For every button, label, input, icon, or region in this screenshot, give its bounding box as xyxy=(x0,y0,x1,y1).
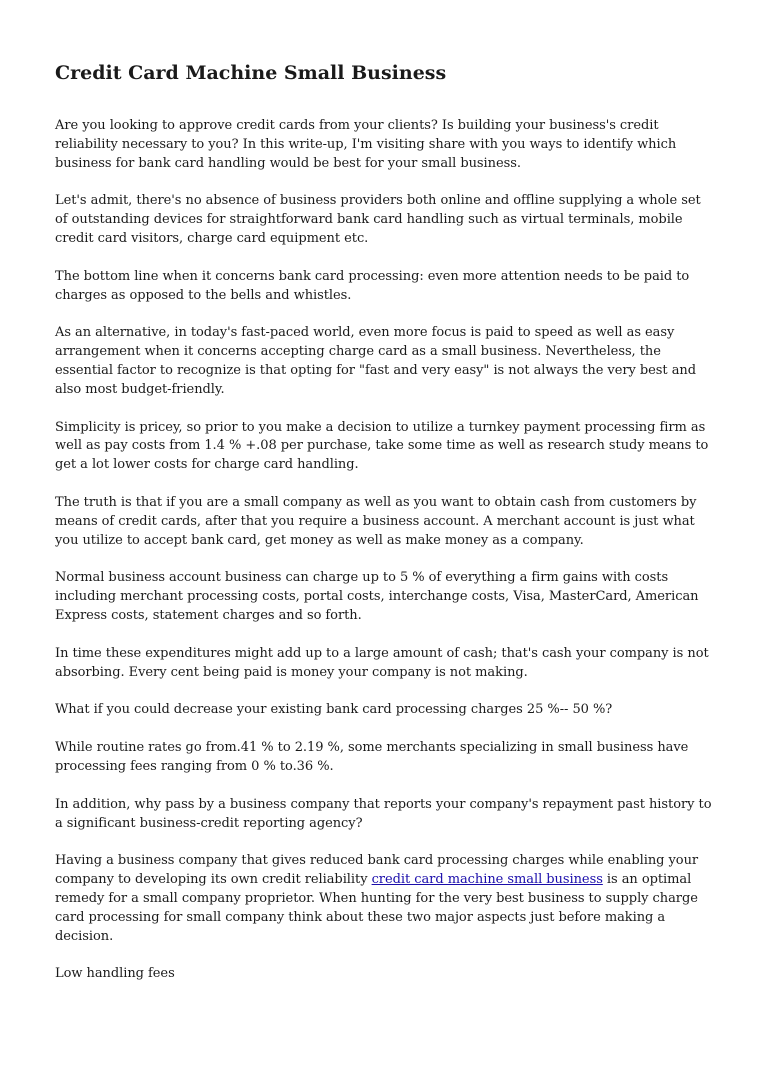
paragraph: The truth is that if you are a small company as well as you want to obtain cash from customers by means of credit cards, after that you require a business account. A merchant account is just what you utilize to accept bank card, get money as well as make money as a company. xyxy=(55,494,697,548)
paragraph-text-after-link: is an optimal remedy for a small company proprietor. When hunting for the very best business to supply charge card processing for small company think about these two major aspects just before making a decision. xyxy=(55,872,698,944)
paragraph: Low handling fees xyxy=(55,966,175,982)
paragraph: Normal business account business can charge up to 5 % of everything a firm gains with costs including merchant processing costs, portal costs, interchange costs, Visa, MasterCard, American Express costs, statement charges and so forth. xyxy=(55,570,699,623)
paragraph: In addition, why pass by a business company that reports your company's repayment past history to a significant business-credit reporting agency? xyxy=(55,796,712,831)
paragraph-text-before-link: Having a business company that gives reduced bank card processing charges while enabling your company to developing its own credit reliability xyxy=(55,853,699,888)
paragraph: Are you looking to approve credit cards from your clients? Is building your business's credit reliability necessary to you? In this write-up, I'm visiting share with you ways to identify which business for bank card handling would be best for your small business. xyxy=(55,118,677,171)
paragraph: Let's admit, there's no absence of business providers both online and offline supplying a whole set of outstanding devices for straightforward bank card handling such as virtual terminals, mobile credit card visitors, charge card equipment etc. xyxy=(55,193,701,246)
paragraph: The bottom line when it concerns bank card processing: even more attention needs to be paid to charges as opposed to the bells and whistles. xyxy=(55,268,690,303)
paragraph-with-link xyxy=(55,852,713,946)
paragraph: What if you could decrease your existing bank card processing charges 25 %-- 50 %? xyxy=(55,702,613,718)
paragraph: In time these expenditures might add up to a large amount of cash; that's cash your company is not absorbing. Every cent being paid is money your company is not making. xyxy=(55,645,709,680)
inline-link[interactable]: credit card machine small business xyxy=(371,872,603,888)
paragraph: Simplicity is pricey, so prior to you make a decision to utilize a turnkey payment processing firm as well as pay costs from 1.4 % +.08 per purchase, take some time as well as research study means to get a lot lower costs for charge card handling. xyxy=(55,419,709,473)
paragraph: While routine rates go from.41 % to 2.19 %, some merchants specializing in small business have processing fees ranging from 0 % to.36 %. xyxy=(55,740,689,774)
paragraph: As an alternative, in today's fast-paced world, even more focus is paid to speed as well as easy arrangement when it concerns accepting charge card as a small business. Nevertheless, the essential factor to recognize is that opting for "fast and very easy" is not always the very best and also most budget-friendly. xyxy=(55,325,696,397)
document-title: Credit Card Machine Small Business xyxy=(55,62,447,84)
